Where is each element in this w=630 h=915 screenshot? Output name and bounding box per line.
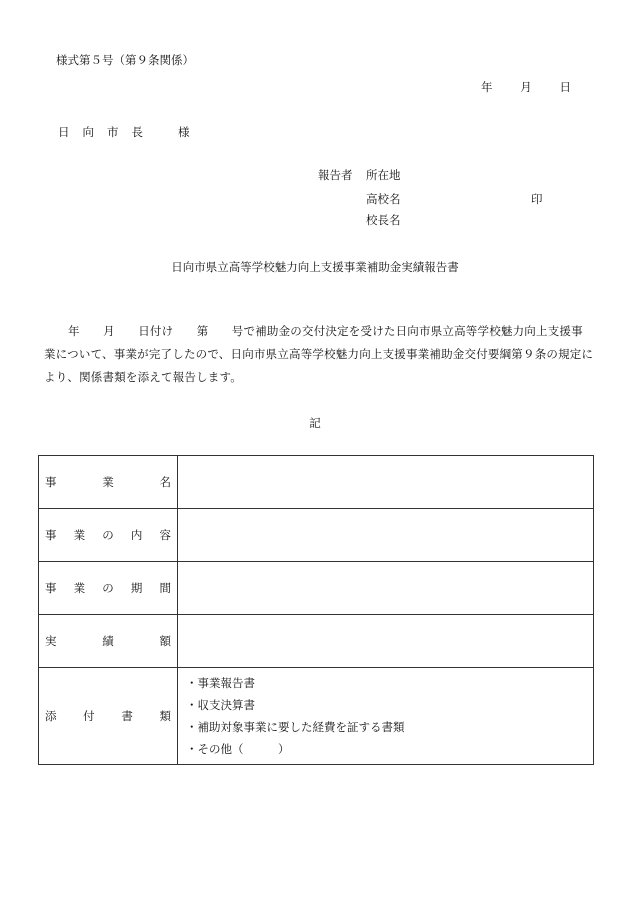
label-char: 類 xyxy=(159,709,171,723)
addressee-mayor: 日向市長 xyxy=(58,125,156,139)
label-char: 業 xyxy=(102,475,114,489)
body-paragraph: 年 月 日付け 第 号で補助金の交付決定を受けた日向市県立高等学校魅力向上支援事業について、事業が完了したので、日向市県立高等学校魅力向上支援事業補助金交付要綱第９条の規定により、関係書類を添えて報告します。 xyxy=(44,324,594,384)
label-char: 事 xyxy=(45,528,57,542)
reporter-principal-label: 校長名 xyxy=(366,213,401,227)
table-row xyxy=(39,615,594,668)
document-title: 日向市県立高等学校魅力向上支援事業補助金実績報告書 xyxy=(171,260,459,274)
addressee-honorific: 様 xyxy=(178,125,190,139)
label-char: 添 xyxy=(45,709,57,723)
report-table xyxy=(38,455,594,765)
seal-mark: 印 xyxy=(531,192,543,206)
list-item: ・その他（ ） xyxy=(186,742,290,756)
project-content-field[interactable] xyxy=(178,509,594,562)
row-label-project-name xyxy=(39,456,178,509)
ki-heading: 記 xyxy=(309,416,321,430)
list-item: ・収支決算書 xyxy=(186,698,255,712)
label-char: 業 xyxy=(73,528,86,542)
table-row xyxy=(39,562,594,615)
project-period-field[interactable] xyxy=(178,562,594,615)
label-char: 付 xyxy=(83,709,95,723)
reporter-address-label: 所在地 xyxy=(366,168,401,182)
label-char: 実 xyxy=(45,634,57,648)
date-line xyxy=(481,79,571,95)
table-row xyxy=(39,456,594,509)
form-number: 様式第５号（第９条関係） xyxy=(56,53,194,67)
label-char: 業 xyxy=(73,581,86,595)
label-char: 績 xyxy=(102,634,114,648)
date-day: 日 xyxy=(559,80,571,94)
attachments-list xyxy=(178,668,593,764)
label-char: 内 xyxy=(130,528,143,542)
label-char: 事 xyxy=(45,475,57,489)
label-char: 事 xyxy=(45,581,57,595)
row-label-actual-amount xyxy=(39,615,178,668)
label-char: 容 xyxy=(159,528,171,542)
attachments-cell xyxy=(178,668,594,765)
date-year: 年 xyxy=(481,80,493,94)
label-char: 期 xyxy=(130,581,143,595)
label-char: 額 xyxy=(159,634,171,648)
date-month: 月 xyxy=(520,80,532,94)
label-char: 書 xyxy=(121,709,133,723)
reporter-label: 報告者 xyxy=(318,168,353,182)
list-item: ・補助対象事業に要した経費を証する書類 xyxy=(186,720,405,734)
project-name-field[interactable] xyxy=(178,456,594,509)
table-row xyxy=(39,668,594,765)
row-label-project-content xyxy=(39,509,178,562)
row-label-project-period xyxy=(39,562,178,615)
label-char: の xyxy=(102,528,114,542)
label-char: 間 xyxy=(159,581,171,595)
list-item: ・事業報告書 xyxy=(186,676,255,690)
actual-amount-field[interactable] xyxy=(178,615,594,668)
addressee xyxy=(58,124,190,140)
reporter-school-label: 高校名 xyxy=(366,192,401,206)
label-char: の xyxy=(102,581,114,595)
row-label-attachments xyxy=(39,668,178,765)
table-row xyxy=(39,509,594,562)
label-char: 名 xyxy=(159,475,171,489)
